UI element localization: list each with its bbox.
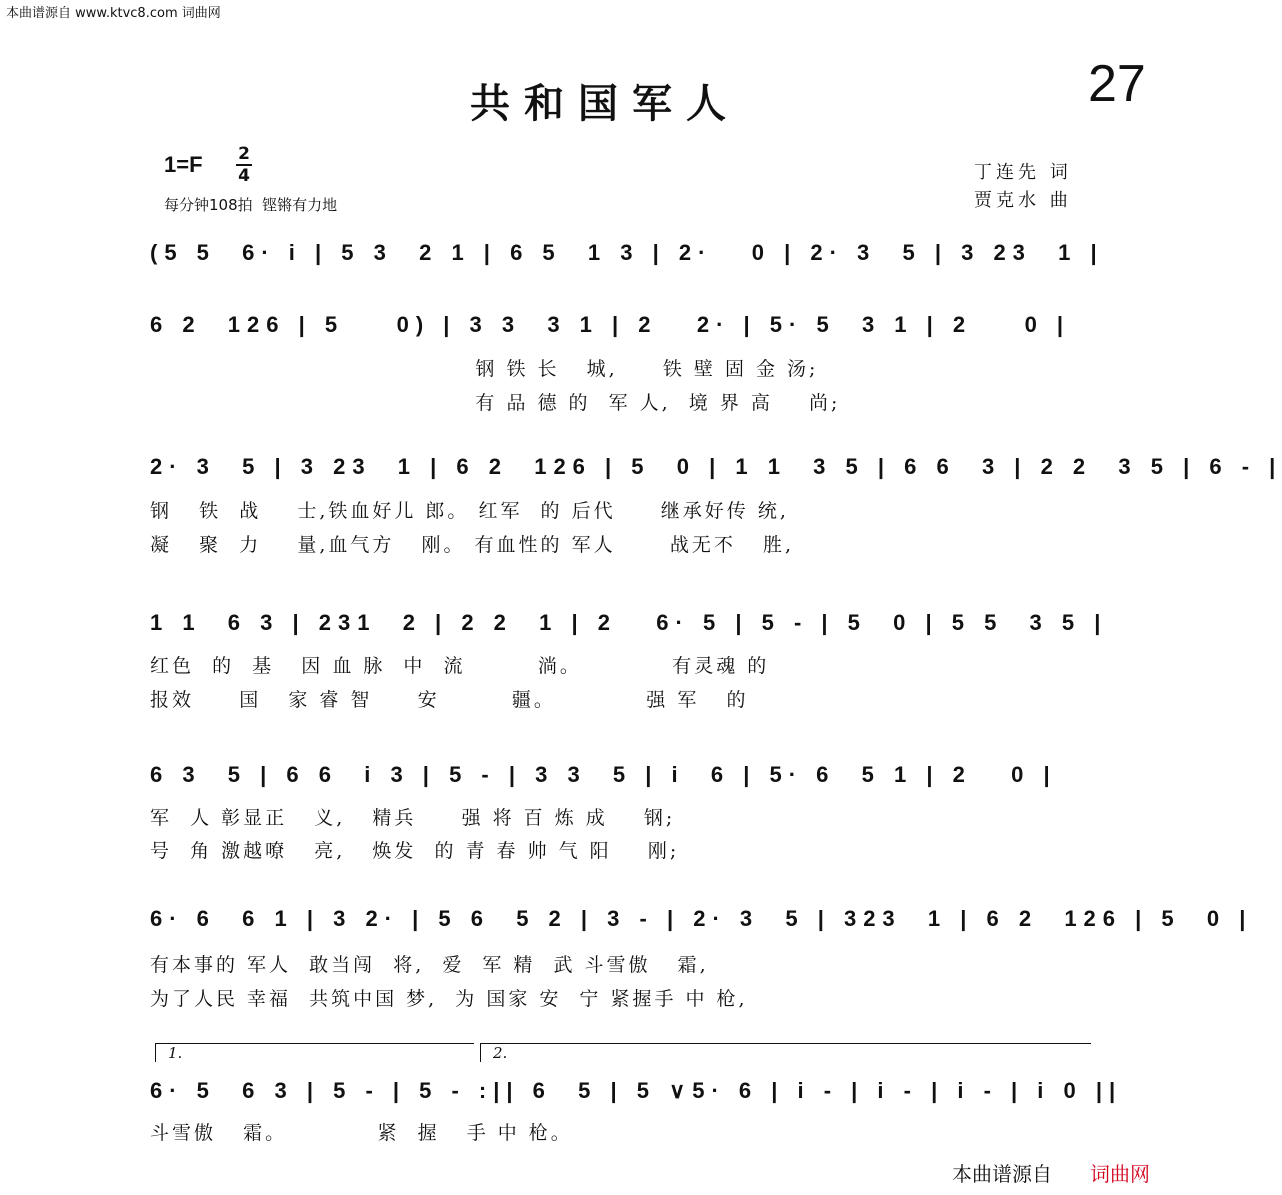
system-3-lyric-verse-2: 凝 聚 力 量,血气方 刚。 有血性的 军人 战无不 胜, — [150, 534, 794, 556]
system-7-notes: 6· 5 6 3 | 5 - | 5 - :|| 6 5 | 5 ∨5· 6 | i - | i - | i - | i 0 || — [150, 1078, 1123, 1103]
time-signature-bottom: 4 — [238, 166, 250, 186]
system-2-lyric-verse-1: 钢 铁 长 城, 铁 壁 固 金 汤; — [150, 358, 819, 380]
time-signature-top: 2 — [238, 144, 250, 164]
system-6-lyric-verse-2: 为了人民 幸福 共筑中国 梦, 为 国家 安 宁 紧握手 中 枪, — [150, 988, 748, 1010]
system-2-notes: 6 2 126 | 5 0) | 3 3 3 1 | 2 2· | 5· 5 3 1 | 2 0 | — [150, 312, 1071, 337]
system-5-lyric-verse-2: 号 角 激越嘹 亮, 焕发 的 青 春 帅 气 阳 刚; — [150, 840, 680, 862]
system-4-lyric-verse-1: 红色 的 基 因 血 脉 中 流 淌。 有灵魂 的 — [150, 655, 770, 677]
volta-label-2: 2. — [493, 1044, 508, 1062]
system-3-lyric-verse-1: 钢 铁 战 士,铁血好儿 郎。 红军 的 后代 继承好传 统, — [150, 500, 789, 522]
system-4-notes: 1 1 6 3 | 231 2 | 2 2 1 | 2 6· 5 | 5 - | 5 0 | 5 5 3 5 | — [150, 610, 1108, 635]
source-watermark: 本曲谱源自 www.ktvc8.com 词曲网 — [6, 6, 221, 21]
system-6-lyric-verse-1: 有本事的 军人 敢当闯 将, 爱 军 精 武 斗雪傲 霜, — [150, 954, 709, 976]
system-4-lyric-verse-2: 报效 国 家 睿 智 安 疆。 强 军 的 — [150, 689, 749, 711]
system-6-notes: 6· 6 6 1 | 3 2· | 5 6 5 2 | 3 - | 2· 3 5 | 323 1 | 6 2 126 | 5 0 | — [150, 906, 1253, 931]
system-5-lyric-verse-1: 军 人 彰显正 义, 精兵 强 将 百 炼 成 钢; — [150, 807, 676, 829]
page-number: 27 — [1088, 55, 1146, 113]
volta-bracket-1 — [155, 1043, 474, 1062]
system-3-notes: 2· 3 5 | 3 23 1 | 6 2 126 | 5 0 | 1 1 3 5 | 6 6 3 | 2 2 3 5 | 6 - | — [150, 454, 1282, 479]
system-5-notes: 6 3 5 | 6 6 i 3 | 5 - | 3 3 5 | i 6 | 5· 6 5 1 | 2 0 | — [150, 762, 1057, 787]
volta-label-1: 1. — [168, 1044, 183, 1062]
tempo-marking: 每分钟108拍 铿锵有力地 — [164, 196, 338, 214]
lyricist-credit: 丁连先 词 — [974, 162, 1072, 183]
system-1-notes: (5 5 6· i | 5 3 2 1 | 6 5 1 3 | 2· 0 | 2· 3 5 | 3 23 1 | — [150, 240, 1104, 265]
footer-source: 本曲谱源自 — [952, 1162, 1052, 1186]
footer-site-logo: 词曲网 — [1090, 1162, 1150, 1186]
key-signature: 1=F — [164, 152, 203, 177]
volta-bracket-2 — [480, 1043, 1091, 1062]
composer-credit: 贾克水 曲 — [974, 190, 1072, 211]
system-7-lyric: 斗雪傲 霜。 紧 握 手 中 枪。 — [150, 1122, 573, 1144]
song-title: 共和国军人 — [470, 80, 740, 127]
system-2-lyric-verse-2: 有 品 德 的 军 人, 境 界 高 尚; — [150, 392, 841, 414]
